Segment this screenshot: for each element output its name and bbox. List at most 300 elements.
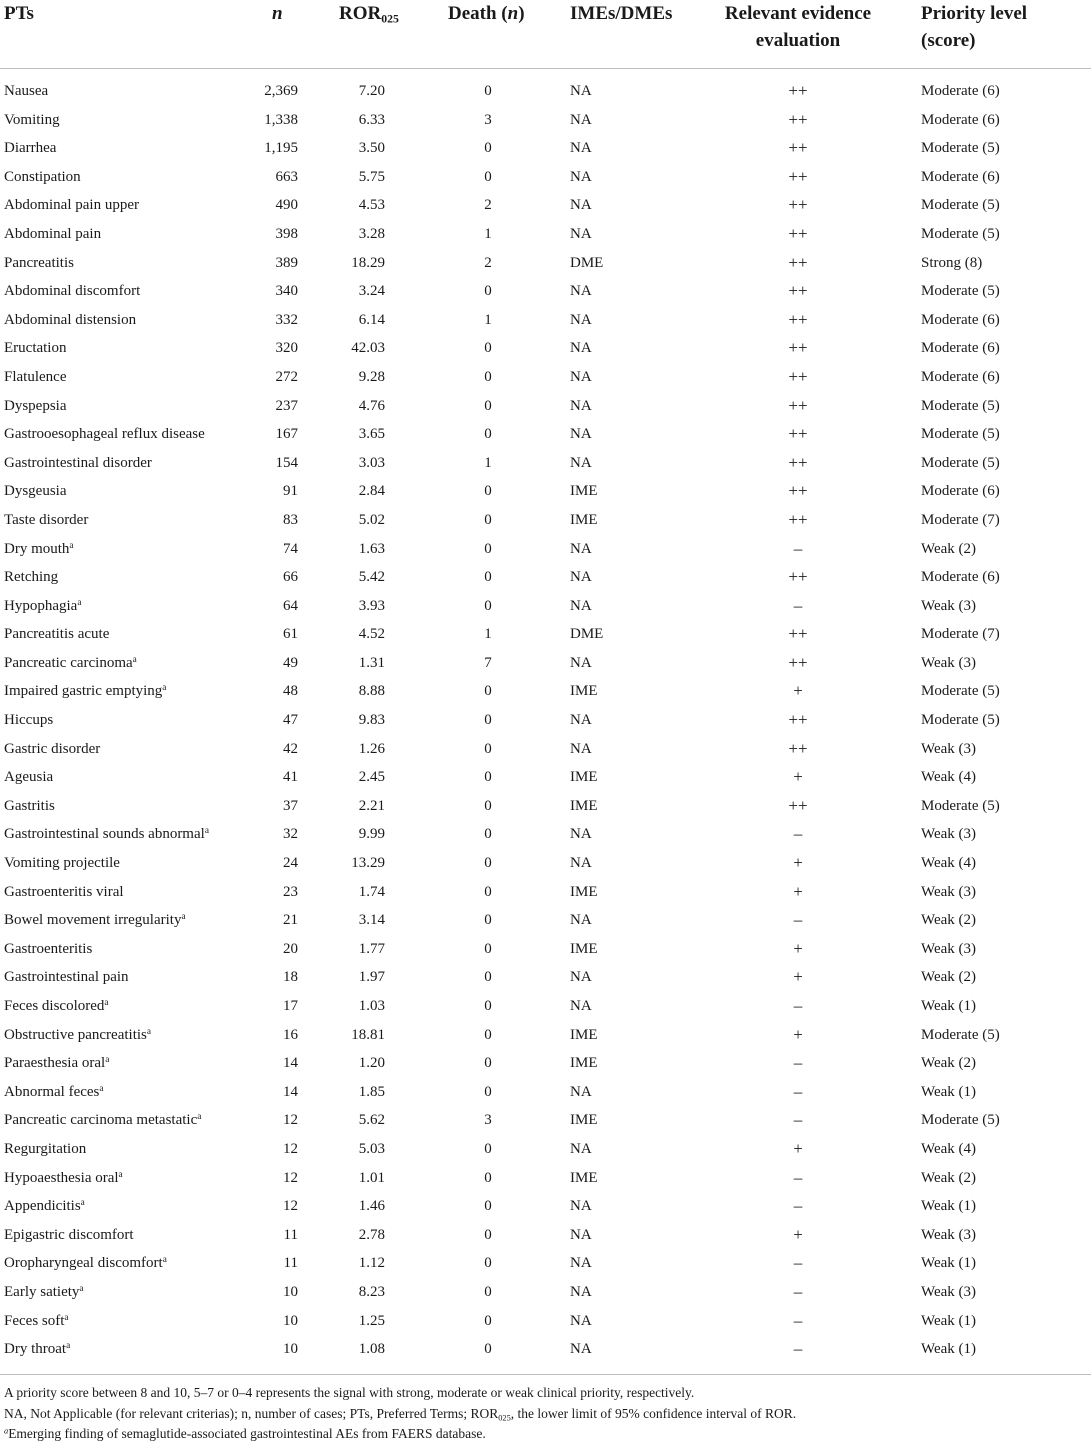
cell-priority: Weak (3) [921, 597, 977, 614]
cell-evidence: ++ [788, 252, 808, 272]
cell-pt [4, 163, 81, 192]
cell-n: 1,338 [264, 111, 298, 128]
table-row [0, 506, 1091, 535]
cell-death: 0 [484, 597, 492, 614]
cell-evidence: + [793, 681, 803, 701]
cell-n: 61 [283, 626, 298, 643]
cell-ror: 3.03 [358, 454, 385, 471]
cell-n: 10 [283, 1312, 298, 1329]
table-row [0, 763, 1091, 792]
cell-priority: Weak (2) [921, 540, 977, 557]
cell-ime-dme: NA [570, 197, 592, 214]
cell-ror: 6.14 [358, 311, 385, 328]
cell-ror: 9.83 [358, 712, 385, 729]
emerging-marker: a [105, 1055, 110, 1066]
cell-evidence: ++ [788, 338, 808, 358]
cell-ime-dme: NA [570, 1341, 592, 1358]
cell-ime-dme: NA [570, 912, 592, 929]
cell-pt [4, 134, 56, 163]
cell-ime-dme: NA [570, 597, 592, 614]
cell-pt [4, 249, 74, 278]
emerging-marker: a [80, 1198, 85, 1209]
header-imes: IMEs/DMEs [570, 3, 673, 24]
table-row [0, 1164, 1091, 1193]
table-bottom-rule [0, 1374, 1091, 1375]
cell-ime-dme: NA [570, 225, 592, 242]
cell-evidence: ++ [788, 109, 808, 129]
pt-label: Pancreatitis acute [4, 626, 110, 643]
footnote-priority: A priority score between 8 and 10, 5–7 or 0–4 represents the signal with strong, moderate or weak clinical priority, respectively. [4, 1385, 695, 1400]
cell-n: 66 [283, 569, 298, 586]
cell-ime-dme: NA [570, 140, 592, 157]
cell-death: 1 [484, 454, 492, 471]
cell-priority: Moderate (7) [921, 511, 1000, 528]
emerging-marker: a [162, 1255, 167, 1266]
header-evidence-line1: Relevant evidence [724, 3, 872, 24]
cell-death: 0 [484, 83, 492, 99]
cell-pt [4, 220, 101, 249]
cell-pt [4, 1278, 84, 1307]
cell-ror: 5.75 [358, 168, 385, 185]
cell-priority: Moderate (5) [921, 197, 1000, 214]
pt-label: Abdominal pain upper [4, 197, 139, 214]
footnote-abbrev-sub: 025 [498, 1413, 511, 1423]
cell-priority: Weak (1) [921, 1083, 977, 1100]
cell-priority: Strong (8) [921, 254, 983, 271]
cell-death: 0 [484, 483, 492, 500]
table-row [0, 277, 1091, 306]
pt-label: Nausea [4, 83, 49, 99]
cell-ime-dme: NA [570, 1083, 592, 1100]
header-death-close: ) [518, 3, 525, 24]
table-row [0, 249, 1091, 278]
cell-ror: 1.12 [358, 1255, 385, 1272]
cell-ime-dme: DME [570, 254, 604, 271]
pt-label: Hypoaesthesia oral [4, 1169, 119, 1186]
cell-death: 0 [484, 855, 492, 872]
table-row [0, 1078, 1091, 1107]
cell-priority: Weak (1) [921, 1312, 977, 1329]
cell-pt [4, 1249, 167, 1278]
cell-priority: Weak (1) [921, 1198, 977, 1215]
cell-death: 2 [484, 197, 492, 214]
cell-ror: 1.74 [358, 883, 385, 900]
cell-ror: 1.77 [358, 940, 385, 957]
cell-n: 42 [283, 740, 298, 757]
cell-death: 0 [484, 1055, 492, 1072]
cell-ror: 2.84 [358, 483, 385, 500]
cell-pt [4, 849, 120, 878]
cell-death: 2 [484, 254, 492, 271]
cell-ime-dme: NA [570, 283, 592, 300]
header-n: n [272, 3, 283, 24]
cell-priority: Moderate (6) [921, 111, 1000, 128]
pt-label: Early satiety [4, 1283, 80, 1300]
cell-death: 0 [484, 769, 492, 786]
cell-death: 0 [484, 140, 492, 157]
table-row [0, 477, 1091, 506]
cell-priority: Moderate (6) [921, 569, 1000, 586]
cell-ror: 4.53 [358, 197, 385, 214]
cell-evidence: – [793, 1110, 803, 1130]
cell-priority: Weak (2) [921, 912, 977, 929]
cell-ror: 8.23 [358, 1283, 385, 1300]
table-row [0, 1106, 1091, 1135]
cell-priority: Weak (1) [921, 1255, 977, 1272]
cell-pt [4, 420, 205, 449]
header-evidence [718, 0, 878, 54]
cell-ime-dme: NA [570, 397, 592, 414]
pt-label: Obstructive pancreatitis [4, 1026, 147, 1043]
cell-ime-dme: NA [570, 654, 592, 671]
cell-evidence: ++ [788, 652, 808, 672]
cell-pt [4, 306, 136, 335]
pt-label: Abnormal feces [4, 1083, 100, 1100]
cell-pt [4, 935, 92, 964]
cell-ime-dme: NA [570, 111, 592, 128]
cell-priority: Moderate (5) [921, 683, 1000, 700]
cell-ime-dme: NA [570, 454, 592, 471]
cell-ime-dme: NA [570, 168, 592, 185]
cell-ime-dme: NA [570, 368, 592, 385]
cell-n: 16 [283, 1026, 298, 1043]
cell-pt [4, 820, 209, 849]
footnote-emerging-mark: a [4, 1426, 9, 1436]
cell-ror: 3.50 [358, 140, 385, 157]
cell-n: 14 [283, 1083, 298, 1100]
cell-ror: 1.01 [358, 1169, 385, 1186]
cell-n: 49 [283, 654, 298, 671]
header-evidence-line2: evaluation [755, 30, 841, 51]
cell-n: 663 [275, 168, 298, 185]
cell-priority: Weak (4) [921, 855, 977, 872]
cell-ror: 1.03 [358, 998, 385, 1014]
cell-pt [4, 1049, 109, 1078]
cell-evidence: ++ [788, 81, 808, 100]
cell-death: 0 [484, 569, 492, 586]
cell-ime-dme: NA [570, 426, 592, 443]
cell-ime-dme: IME [570, 1112, 598, 1129]
cell-evidence: ++ [788, 195, 808, 215]
cell-death: 0 [484, 1255, 492, 1272]
footnote-emerging-text: Emerging finding of semaglutide-associated gastrointestinal AEs from FAERS database. [8, 1426, 486, 1441]
cell-ime-dme: IME [570, 797, 598, 814]
cell-ror: 5.42 [358, 569, 385, 586]
cell-pt [4, 1135, 86, 1164]
cell-death: 0 [484, 998, 492, 1014]
cell-ime-dme: NA [570, 712, 592, 729]
cell-ror: 1.46 [358, 1198, 385, 1215]
cell-n: 389 [275, 254, 298, 271]
cell-death: 1 [484, 225, 492, 242]
cell-n: 21 [283, 912, 298, 929]
table-row [0, 1135, 1091, 1164]
pt-label: Dyspepsia [4, 397, 67, 414]
cell-n: 12 [283, 1140, 298, 1157]
cell-priority: Weak (3) [921, 883, 977, 900]
cell-ror: 13.29 [351, 855, 385, 872]
table-row [0, 535, 1091, 564]
cell-death: 0 [484, 1226, 492, 1243]
emerging-marker: a [162, 683, 167, 694]
cell-evidence: + [793, 767, 803, 787]
cell-n: 32 [283, 826, 298, 843]
cell-n: 14 [283, 1055, 298, 1072]
pt-label: Abdominal discomfort [4, 283, 141, 300]
cell-ror: 2.21 [358, 797, 385, 814]
cell-n: 1,195 [264, 140, 298, 157]
table-row [0, 1278, 1091, 1307]
pt-label: Hiccups [4, 712, 54, 729]
cell-evidence: + [793, 1224, 803, 1244]
cell-pt [4, 906, 186, 935]
pt-label: Epigastric discomfort [4, 1226, 134, 1243]
table-row [0, 677, 1091, 706]
cell-n: 10 [283, 1283, 298, 1300]
cell-priority: Moderate (5) [921, 426, 1000, 443]
table-row [0, 935, 1091, 964]
cell-ime-dme: IME [570, 483, 598, 500]
pt-label: Eructation [4, 340, 67, 357]
cell-ror: 3.28 [358, 225, 385, 242]
cell-death: 0 [484, 1140, 492, 1157]
cell-ime-dme: NA [570, 340, 592, 357]
cell-evidence: – [793, 1339, 803, 1359]
cell-n: 167 [275, 426, 298, 443]
cell-death: 0 [484, 511, 492, 528]
pt-label: Regurgitation [4, 1140, 87, 1157]
cell-evidence: – [793, 1167, 803, 1187]
cell-death: 3 [484, 111, 492, 128]
cell-n: 41 [283, 769, 298, 786]
cell-death: 0 [484, 826, 492, 843]
cell-death: 3 [484, 1112, 492, 1129]
cell-pt [4, 878, 124, 907]
cell-death: 0 [484, 1026, 492, 1043]
table-row [0, 1335, 1091, 1364]
cell-evidence: ++ [788, 223, 808, 243]
emerging-marker: a [79, 1283, 84, 1294]
cell-death: 1 [484, 626, 492, 643]
cell-ror: 18.81 [351, 1026, 385, 1043]
cell-ime-dme: NA [570, 1140, 592, 1157]
cell-evidence: ++ [788, 281, 808, 301]
pt-label: Gastroenteritis viral [4, 883, 124, 900]
cell-death: 0 [484, 540, 492, 557]
table-row [0, 1249, 1091, 1278]
pt-label: Gastroenteritis [4, 940, 93, 957]
cell-ror: 2.78 [358, 1226, 385, 1243]
cell-death: 0 [484, 912, 492, 929]
cell-ror: 5.03 [358, 1140, 385, 1157]
footnote-abbrev-post: , the lower limit of 95% confidence interval of ROR. [510, 1406, 797, 1421]
cell-evidence: ++ [788, 395, 808, 415]
cell-priority: Moderate (7) [921, 626, 1000, 643]
cell-priority: Moderate (5) [921, 1112, 1000, 1129]
cell-priority: Weak (3) [921, 740, 977, 757]
cell-priority: Weak (1) [921, 998, 977, 1014]
cell-death: 0 [484, 1312, 492, 1329]
header-priority-line2: (score) [921, 30, 976, 51]
cell-priority: Moderate (6) [921, 83, 1000, 99]
table-row [0, 992, 1091, 1021]
cell-priority: Weak (3) [921, 940, 977, 957]
emerging-marker: a [66, 1341, 71, 1352]
emerging-marker: a [69, 540, 74, 551]
table-row [0, 735, 1091, 764]
cell-pt [4, 449, 152, 478]
cell-priority: Weak (2) [921, 969, 977, 986]
pt-label: Feces soft [4, 1312, 65, 1329]
cell-death: 1 [484, 311, 492, 328]
table-row [0, 649, 1091, 678]
cell-evidence: + [793, 1138, 803, 1158]
cell-priority: Weak (3) [921, 1283, 977, 1300]
pt-label: Abdominal distension [4, 311, 137, 328]
cell-ror: 9.99 [358, 826, 385, 843]
pt-label: Bowel movement irregularity [4, 912, 182, 929]
header-ror-main: ROR [339, 3, 382, 24]
cell-evidence: ++ [788, 309, 808, 329]
cell-ime-dme: NA [570, 998, 592, 1014]
table-row [0, 620, 1091, 649]
cell-n: 74 [283, 540, 298, 557]
cell-pt [4, 735, 100, 764]
cell-death: 0 [484, 397, 492, 414]
pt-label: Feces discolored [4, 998, 105, 1014]
cell-priority: Weak (4) [921, 769, 977, 786]
table-row [0, 220, 1091, 249]
cell-n: 12 [283, 1169, 298, 1186]
cell-ime-dme: NA [570, 1312, 592, 1329]
cell-pt [4, 477, 67, 506]
cell-priority: Weak (1) [921, 1341, 977, 1358]
cell-priority: Moderate (5) [921, 712, 1000, 729]
cell-n: 2,369 [264, 83, 298, 99]
cell-priority: Weak (2) [921, 1055, 977, 1072]
emerging-marker: a [181, 912, 186, 923]
cell-death: 0 [484, 1283, 492, 1300]
emerging-marker: a [104, 997, 109, 1008]
cell-priority: Moderate (5) [921, 1026, 1000, 1043]
table-row [0, 1021, 1091, 1050]
cell-ime-dme: IME [570, 883, 598, 900]
cell-n: 11 [283, 1255, 298, 1272]
table-row [0, 1307, 1091, 1336]
header-death-n: n [507, 3, 519, 24]
footnote-emerging [4, 1423, 486, 1444]
cell-death: 7 [484, 654, 492, 671]
cell-pt [4, 277, 140, 306]
cell-death: 0 [484, 1198, 492, 1215]
cell-priority: Moderate (6) [921, 340, 1000, 357]
cell-priority: Moderate (5) [921, 454, 1000, 471]
cell-evidence: – [793, 538, 803, 558]
pt-label: Retching [4, 569, 59, 586]
cell-pt [4, 563, 58, 592]
cell-ror: 1.97 [358, 969, 385, 986]
cell-ror: 18.29 [351, 254, 385, 271]
pt-label: Hypophagia [4, 597, 78, 614]
table-row [0, 1192, 1091, 1221]
cell-ime-dme: NA [570, 540, 592, 557]
cell-death: 0 [484, 683, 492, 700]
cell-n: 64 [283, 597, 298, 614]
cell-death: 0 [484, 712, 492, 729]
cell-n: 154 [275, 454, 298, 471]
cell-death: 0 [484, 1169, 492, 1186]
cell-ror: 7.20 [358, 83, 385, 99]
table-row [0, 106, 1091, 135]
cell-priority: Moderate (6) [921, 368, 1000, 385]
cell-ror: 4.52 [358, 626, 385, 643]
table-row [0, 306, 1091, 335]
cell-pt [4, 1335, 70, 1364]
cell-ime-dme: NA [570, 311, 592, 328]
cell-death: 0 [484, 168, 492, 185]
cell-pt [4, 649, 137, 678]
cell-death: 0 [484, 940, 492, 957]
header-priority-line1: Priority level [921, 3, 1028, 24]
cell-ime-dme: NA [570, 569, 592, 586]
pt-label: Oropharyngeal discomfort [4, 1255, 163, 1272]
cell-ime-dme: IME [570, 1055, 598, 1072]
cell-priority: Moderate (6) [921, 483, 1000, 500]
cell-death: 0 [484, 426, 492, 443]
table-row [0, 363, 1091, 392]
cell-ime-dme: NA [570, 83, 592, 99]
table-row [0, 334, 1091, 363]
cell-pt [4, 1192, 85, 1221]
cell-pt [4, 592, 81, 621]
cell-n: 47 [283, 712, 298, 729]
footnote-abbrev-pre: NA, Not Applicable (for relevant criterias); n, number of cases; PTs, Preferred Terms; ROR [4, 1406, 499, 1421]
cell-pt [4, 792, 55, 821]
table-row [0, 792, 1091, 821]
cell-ror: 1.08 [358, 1341, 385, 1358]
cell-ror: 1.25 [358, 1312, 385, 1329]
cell-ime-dme: IME [570, 683, 598, 700]
cell-death: 0 [484, 883, 492, 900]
cell-priority: Weak (3) [921, 826, 977, 843]
cell-ror: 3.65 [358, 426, 385, 443]
table-row [0, 77, 1091, 106]
table-row [0, 878, 1091, 907]
table-row [0, 1221, 1091, 1250]
cell-ime-dme: NA [570, 1198, 592, 1215]
table-row [0, 449, 1091, 478]
header-priority [921, 0, 1027, 54]
pt-label: Taste disorder [4, 511, 89, 528]
header-ror-sub: 025 [381, 12, 399, 26]
table-row [0, 706, 1091, 735]
cell-evidence: ++ [788, 481, 808, 501]
cell-ime-dme: NA [570, 1226, 592, 1243]
pt-label: Diarrhea [4, 140, 57, 157]
cell-n: 237 [275, 397, 298, 414]
footnote-abbreviations [4, 1403, 796, 1424]
cell-ime-dme: NA [570, 855, 592, 872]
cell-pt [4, 1021, 151, 1050]
cell-priority: Weak (4) [921, 1140, 977, 1157]
cell-death: 0 [484, 368, 492, 385]
header-ror [339, 0, 399, 27]
cell-n: 91 [283, 483, 298, 500]
cell-evidence: + [793, 938, 803, 958]
cell-ime-dme: IME [570, 1026, 598, 1043]
pt-label: Impaired gastric emptying [4, 683, 163, 700]
header-death-main: Death ( [448, 3, 508, 24]
